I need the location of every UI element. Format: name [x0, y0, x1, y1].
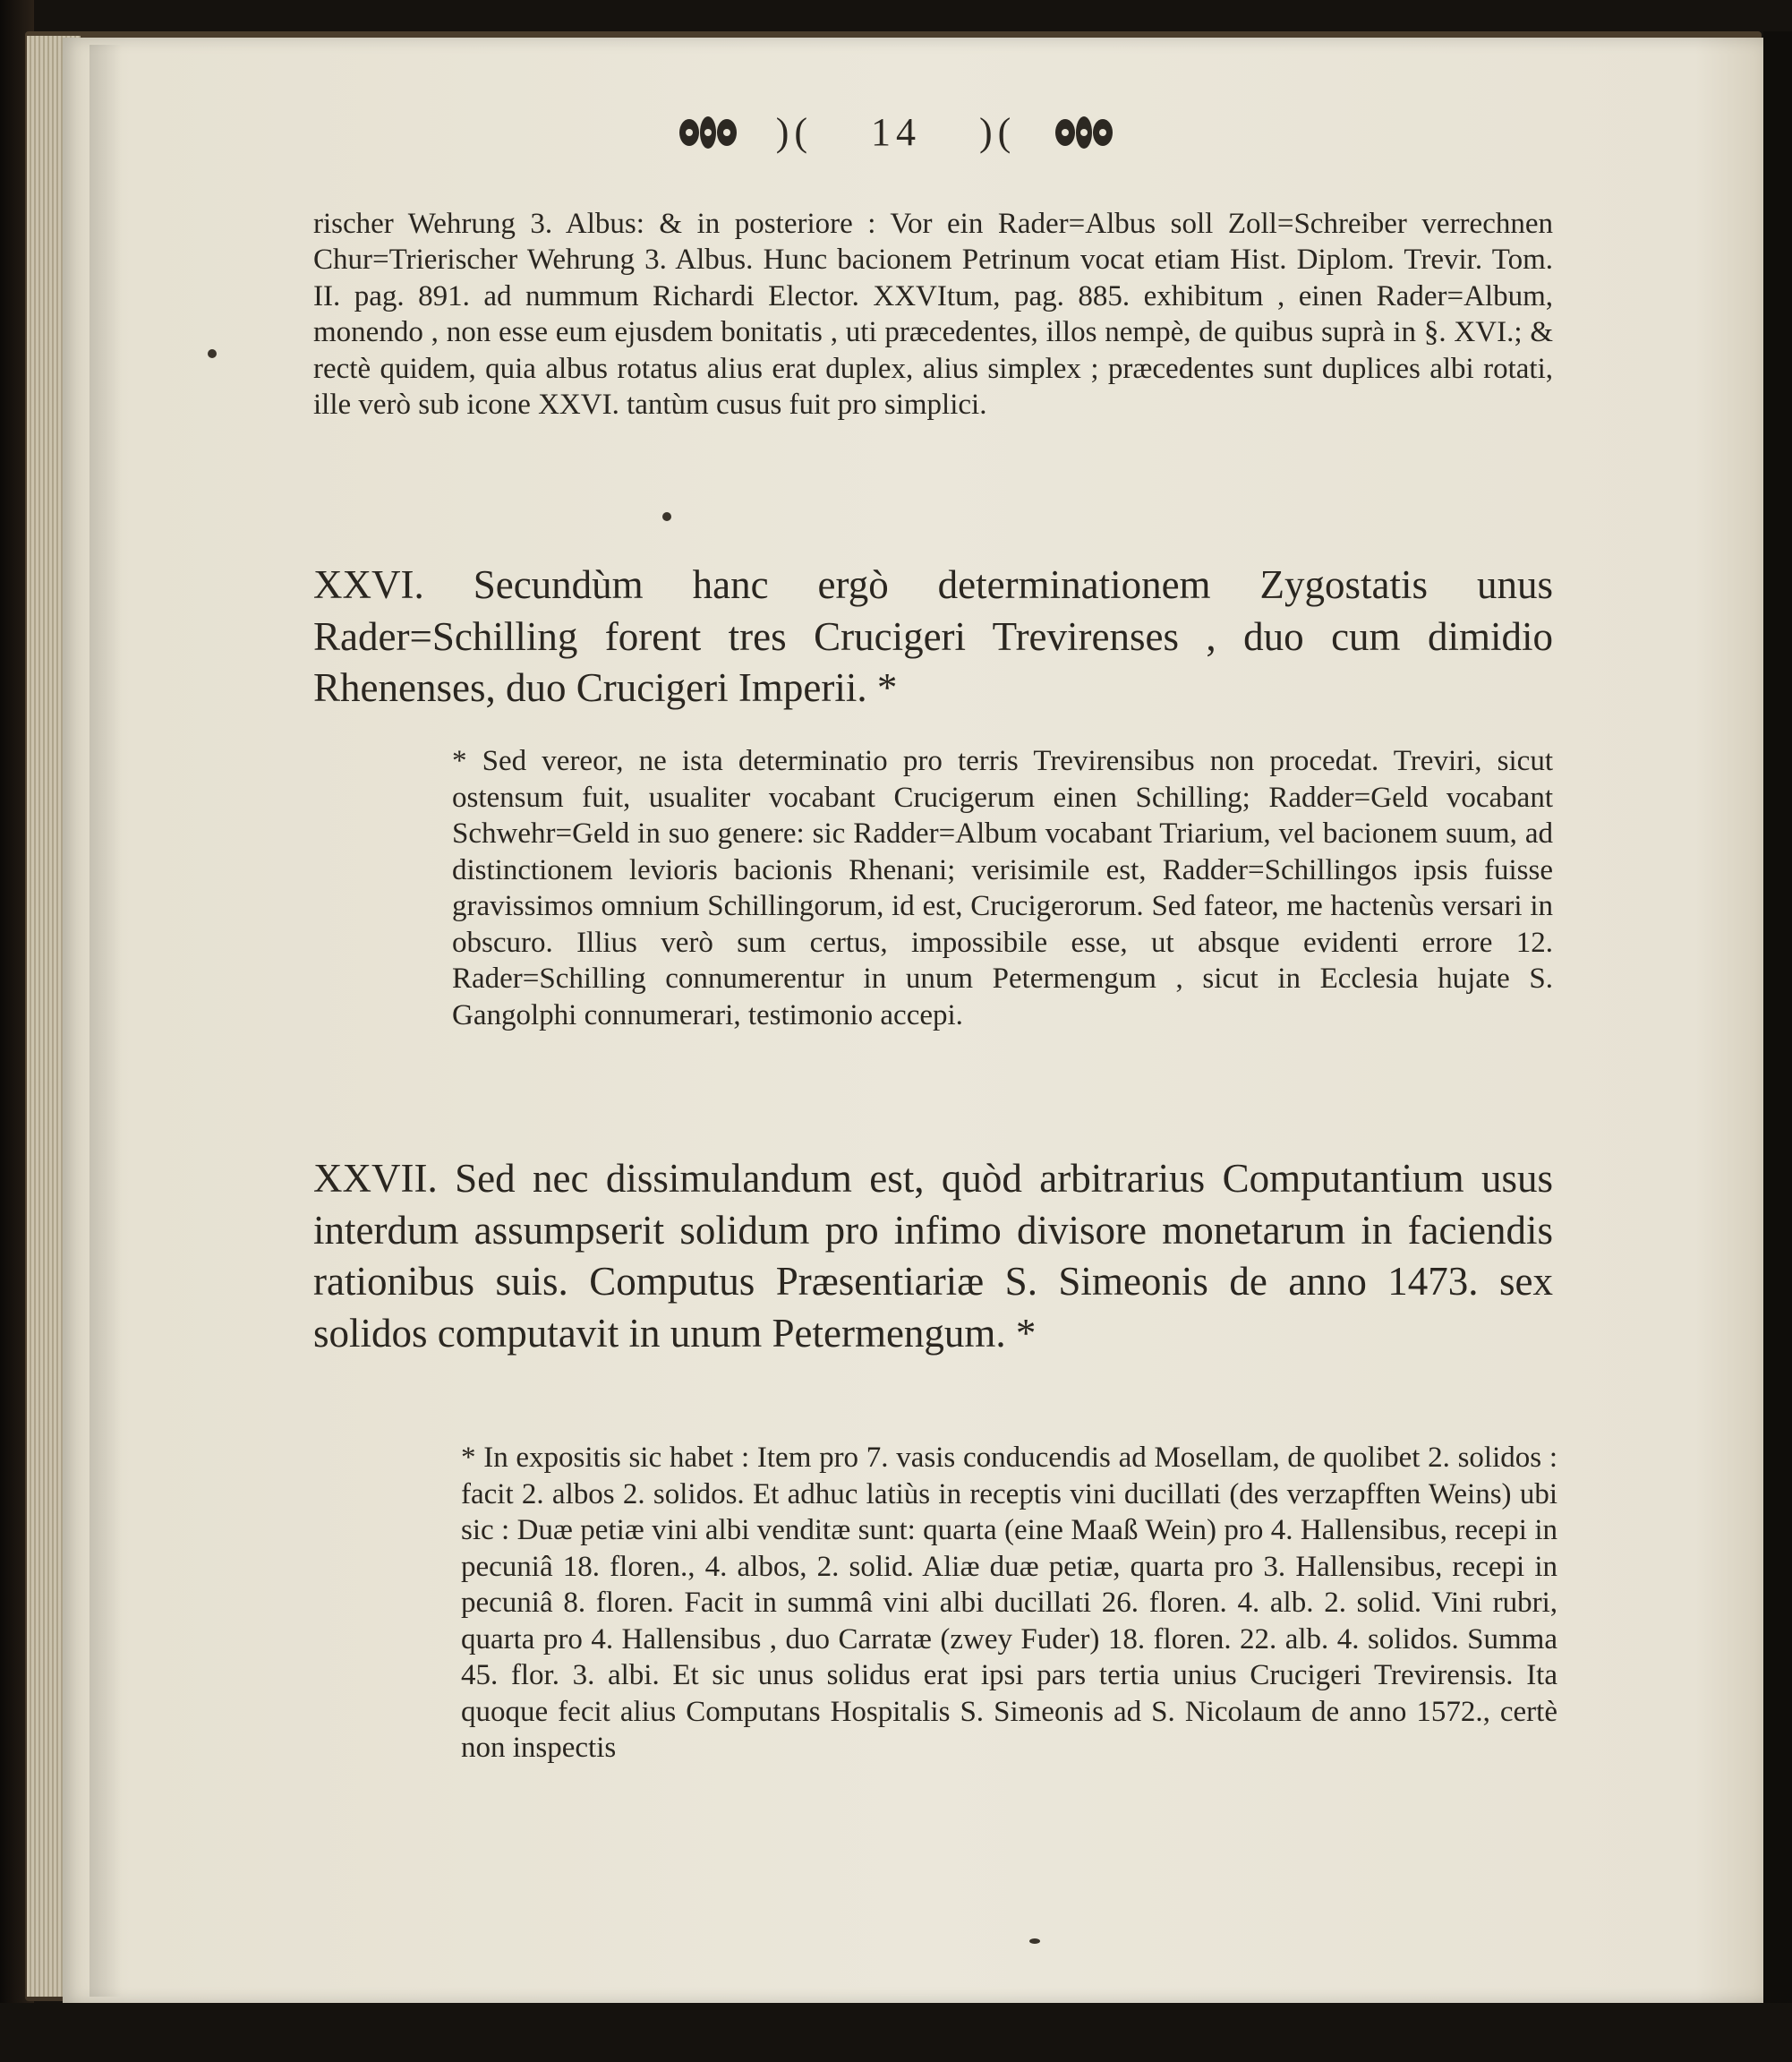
gutter-shadow	[90, 45, 122, 1997]
right-background	[1763, 31, 1792, 2028]
ink-speck	[208, 349, 217, 358]
ink-speck	[662, 512, 671, 521]
bottom-background	[0, 2003, 1792, 2062]
bracket-close: )(	[979, 110, 1017, 155]
continuation-paragraph: rischer Wehrung 3. Albus: & in posteriore : Vor ein Rader=Albus soll Zoll=Schreiber verrechnen Chur=Trierischer Wehrung 3. Albus. Hunc bacionem Petrinum vocat etiam Hist. Diplom. Trevir. Tom. II. pag. 891. ad nummum Richardi Elector. XXVItum, pag. 885. exhibitum , einen Rader=Album, monendo , non esse eum ejusdem bonitatis , uti præcedentes, illos nempè, de quibus suprà in §. XVI.; & rectè quidem, quia albus rotatus alius erat duplex, alius simplex ; præcedentes sunt duplices albi rotati, ille verò sub icone XXVI. tantùm cusus fuit pro simplici.	[313, 208, 1553, 422]
bracket-open: )(	[775, 110, 813, 155]
ink-speck	[1029, 1938, 1040, 1944]
section-xxvii: XXVII. Sed nec dissimulandum est, quòd arbitrarius Computantium usus interdum assumpserit solidum pro infimo divisore monetarum in faciendis rationibus suis. Computus Præsentiariæ S. Simeonis de anno 1473. sex solidos computavit in unum Petermengum. *	[313, 1156, 1553, 1356]
footnote-xxvii: * In expositis sic habet : Item pro 7. vasis conducendis ad Mosellam, de quolibet 2. solidos : facit 2. albos 2. solidos. Et adhuc latiùs in receptis vini ducillati (des verzapfften Weins) ubi sic : Duæ petiæ vini albi venditæ sunt: quarta (eine Maaß Wein) pro 4. Hallensibus, recepi in pecuniâ 18. floren., 4. albos, 2. solid. Aliæ duæ petiæ, quarta pro 3. Hallensibus, recepi in pecuniâ 8. floren. Facit in summâ vini albi ducillati 26. floren. 4. alb. 2. solid. Vini rubri, quarta pro 4. Hallensibus , duo Carratæ (zwey Fuder) 18. floren. 22. alb. 4. solidos. Summa 45. flor. 3. albi. Et sic unus solidus erat ipsi pars tertia unius Crucigeri Trevirensis. Ita quoque fecit alius Computans Hospitalis S. Simeonis ad S. Nicolaum de anno 1572., certè non inspectis	[461, 1442, 1557, 1764]
footnote-xxvi: * Sed vereor, ne ista determinatio pro terris Trevirensibus non procedat. Treviri, sicut ostensum fuit, usualiter vocabant Crucigerum einen Schilling; Radder=Geld vocabant Schwehr=Geld in suo genere: sic Radder=Album vocabant Triarium, vel bacionem suum, ad distinctionem levioris bacionis Rhenani; verisimile est, Radder=Schillingos ipsis fuisse gravissimos omnium Schillingorum, id est, Crucigerorum. Sed fateor, me hactenùs versari in obscuro. Illius verò sum certus, impossibile esse, ut absque evidenti errore 12. Rader=Schilling connumerentur in unum Petermengum , sicut in Ecclesia hujate S. Gangolphi connumerari, testimonio accepi.	[452, 745, 1553, 1031]
page-number: 14	[871, 110, 921, 155]
section-xxvi: XXVI. Secundùm hanc ergò determinationem Zygostatis unus Rader=Schilling forent tres Crucigeri Trevirenses , duo cum dimidio Rhenenses, duo Crucigeri Imperii. *	[313, 562, 1553, 710]
left-ornament-icon	[677, 112, 739, 153]
right-ornament-icon	[1053, 112, 1115, 153]
page-header	[0, 106, 1792, 155]
